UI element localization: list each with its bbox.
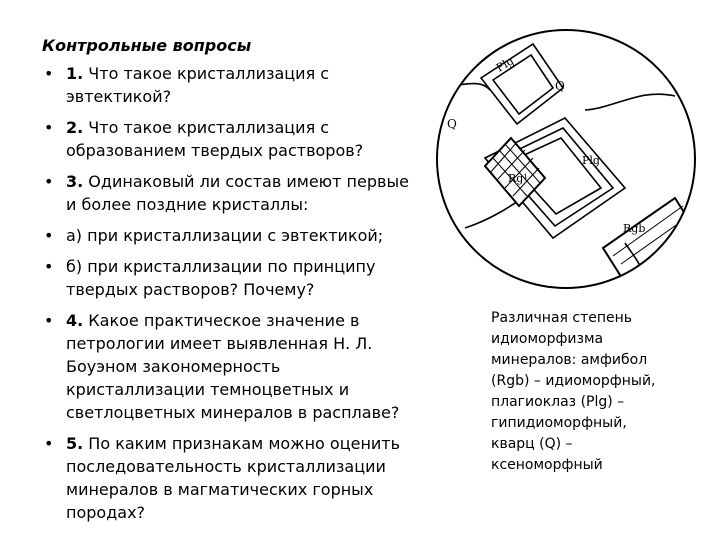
label-plg-top: Plg bbox=[494, 54, 517, 75]
mineral-thin-section-figure bbox=[435, 28, 697, 290]
figure-caption bbox=[491, 308, 691, 476]
caption-line: кварц (Q) – bbox=[491, 436, 573, 452]
question-number: 5. bbox=[66, 434, 84, 453]
label-rgb-bottom: Rgb bbox=[623, 222, 646, 235]
question-number: 1. bbox=[66, 64, 84, 83]
question-item bbox=[42, 116, 422, 162]
question-text: Что такое кристаллизация с эвтектикой? bbox=[66, 64, 330, 106]
caption-line: (Rgb) – идиоморфный, bbox=[491, 373, 656, 389]
bullet-icon: • bbox=[44, 64, 54, 83]
question-number: 2. bbox=[66, 118, 84, 137]
caption-line: гипидиоморфный, bbox=[491, 415, 627, 431]
bullet-icon: • bbox=[44, 311, 54, 330]
question-item bbox=[42, 255, 422, 301]
caption-line: минералов: амфибол bbox=[491, 352, 648, 368]
bullet-icon: • bbox=[44, 226, 54, 245]
bullet-icon: • bbox=[44, 172, 54, 191]
question-text: Одинаковый ли состав имеют первые и более поздние кристаллы: bbox=[66, 172, 409, 214]
caption-line: ксеноморфный bbox=[491, 457, 603, 473]
question-text: Что такое кристаллизация с образованием твердых растворов? bbox=[66, 118, 364, 160]
label-plg-center: Plg bbox=[582, 154, 600, 167]
label-q-right: Q bbox=[555, 79, 565, 93]
questions-list bbox=[42, 62, 422, 532]
caption-line: Различная степень bbox=[491, 310, 633, 326]
question-text: а) при кристаллизации с эвтектикой; bbox=[66, 226, 384, 245]
question-item bbox=[42, 432, 422, 524]
question-number: 4. bbox=[66, 311, 84, 330]
slide-heading: Контрольные вопросы bbox=[42, 36, 252, 55]
bullet-icon: • bbox=[44, 434, 54, 453]
label-q-left: Q bbox=[447, 117, 457, 131]
question-item bbox=[42, 170, 422, 216]
question-number: 3. bbox=[66, 172, 84, 191]
question-item bbox=[42, 309, 422, 424]
question-text: б) при кристаллизации по принципу твердых растворов? Почему? bbox=[66, 257, 376, 299]
question-text: Какое практическое значение в петрологии имеет выявленная Н. Л. Боуэном закономерность кристаллизации темноцветных и светлоцветных минералов в расплаве? bbox=[66, 311, 400, 422]
caption-line: плагиоклаз (Plg) – bbox=[491, 394, 625, 410]
field-of-view-circle bbox=[437, 30, 695, 288]
label-rgb-center: Rg¹ bbox=[508, 172, 528, 185]
question-text: По каким признакам можно оценить последовательность кристаллизации минералов в магматических горных породах? bbox=[66, 434, 401, 522]
question-item bbox=[42, 62, 422, 108]
caption-line: идиоморфизма bbox=[491, 331, 604, 347]
bullet-icon: • bbox=[44, 257, 54, 276]
question-item bbox=[42, 224, 422, 247]
bullet-icon: • bbox=[44, 118, 54, 137]
